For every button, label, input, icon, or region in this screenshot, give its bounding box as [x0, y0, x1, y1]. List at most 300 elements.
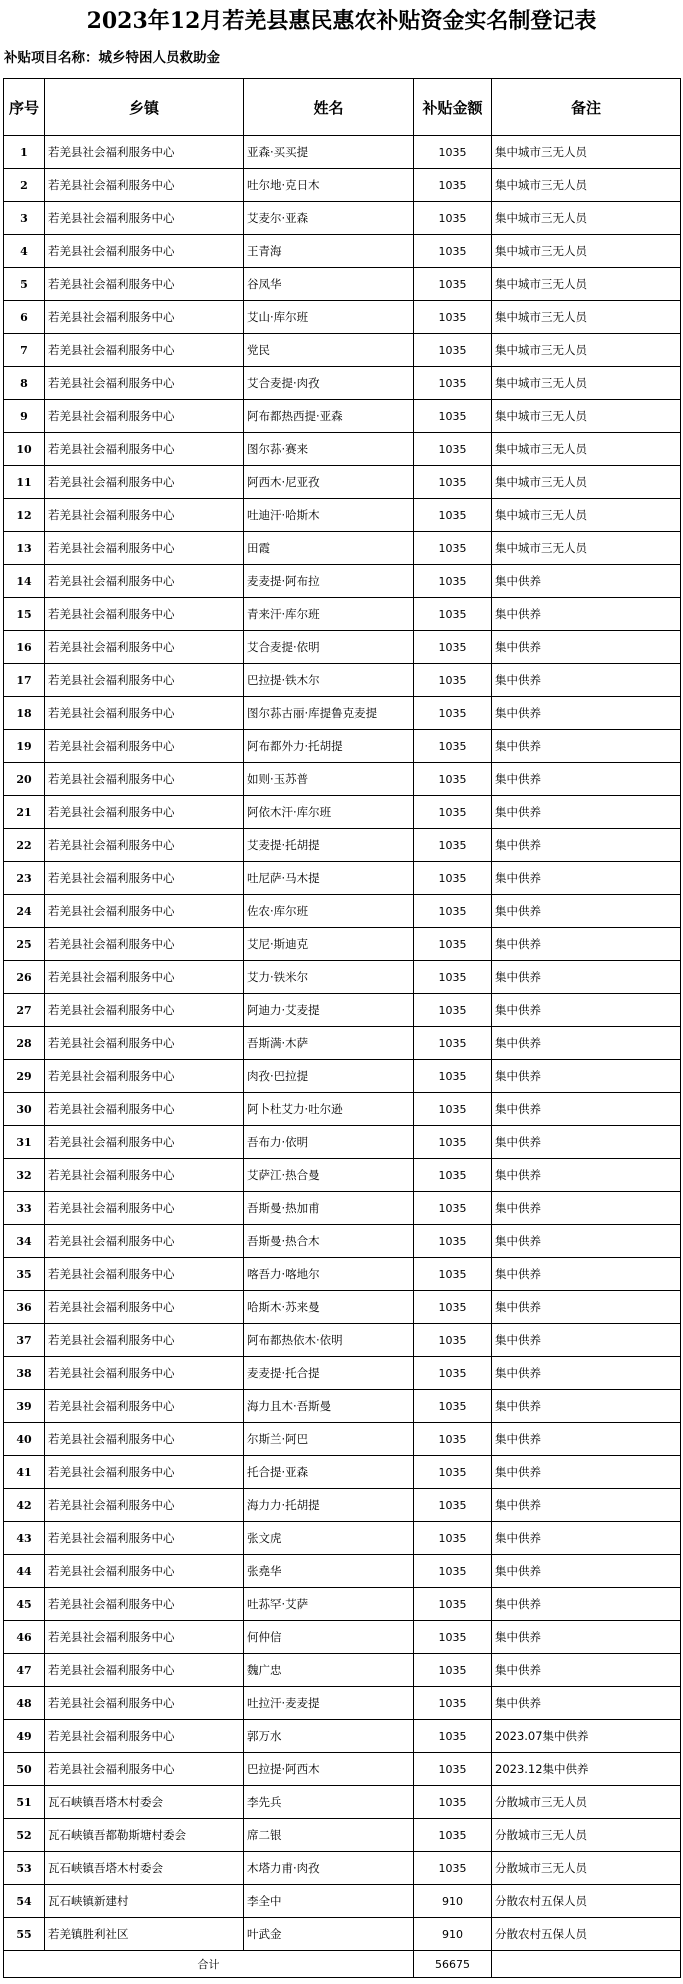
row-note: 集中供养 — [492, 829, 681, 862]
table-row — [4, 400, 681, 433]
table-row — [4, 697, 681, 730]
row-amount: 1035 — [414, 1258, 492, 1291]
row-amount: 1035 — [414, 532, 492, 565]
row-amount: 1035 — [414, 1621, 492, 1654]
row-town: 若羌县社会福利服务中心 — [45, 235, 244, 268]
row-amount: 1035 — [414, 1720, 492, 1753]
row-seq: 47 — [4, 1654, 45, 1687]
row-name: 肉孜·巴拉提 — [244, 1060, 414, 1093]
table-row — [4, 466, 681, 499]
row-town: 若羌县社会福利服务中心 — [45, 730, 244, 763]
total-amount: 56675 — [414, 1951, 492, 1978]
table-row — [4, 301, 681, 334]
row-name: 李全中 — [244, 1885, 414, 1918]
row-town: 若羌县社会福利服务中心 — [45, 301, 244, 334]
row-town: 若羌县社会福利服务中心 — [45, 1423, 244, 1456]
row-amount: 1035 — [414, 1786, 492, 1819]
row-seq: 41 — [4, 1456, 45, 1489]
row-seq: 9 — [4, 400, 45, 433]
row-seq: 42 — [4, 1489, 45, 1522]
table-row — [4, 433, 681, 466]
row-town: 瓦石峡镇吾塔木村委会 — [45, 1786, 244, 1819]
row-seq: 12 — [4, 499, 45, 532]
row-note: 集中供养 — [492, 598, 681, 631]
row-seq: 35 — [4, 1258, 45, 1291]
row-name: 吐迪汗·哈斯木 — [244, 499, 414, 532]
row-seq: 53 — [4, 1852, 45, 1885]
row-amount: 1035 — [414, 334, 492, 367]
row-seq: 8 — [4, 367, 45, 400]
row-note: 集中供养 — [492, 1093, 681, 1126]
row-name: 党民 — [244, 334, 414, 367]
row-seq: 7 — [4, 334, 45, 367]
row-name: 张堯华 — [244, 1555, 414, 1588]
row-name: 哈斯木·苏来曼 — [244, 1291, 414, 1324]
table-row — [4, 598, 681, 631]
row-town: 若羌县社会福利服务中心 — [45, 928, 244, 961]
row-note: 集中供养 — [492, 730, 681, 763]
row-town: 若羌县社会福利服务中心 — [45, 1456, 244, 1489]
row-amount: 1035 — [414, 1753, 492, 1786]
row-note: 集中供养 — [492, 1357, 681, 1390]
row-name: 艾力·铁米尔 — [244, 961, 414, 994]
row-amount: 1035 — [414, 1819, 492, 1852]
row-seq: 10 — [4, 433, 45, 466]
row-seq: 44 — [4, 1555, 45, 1588]
row-amount: 1035 — [414, 433, 492, 466]
total-note — [492, 1951, 681, 1978]
page-title: 2023年12月若羌县惠民惠农补贴资金实名制登记表 — [86, 8, 597, 34]
row-note: 集中城市三无人员 — [492, 433, 681, 466]
row-amount: 1035 — [414, 1654, 492, 1687]
row-seq: 4 — [4, 235, 45, 268]
row-seq: 2 — [4, 169, 45, 202]
row-note: 集中供养 — [492, 763, 681, 796]
row-name: 吐荪罕·艾萨 — [244, 1588, 414, 1621]
row-town: 若羌县社会福利服务中心 — [45, 1060, 244, 1093]
row-amount: 1035 — [414, 1852, 492, 1885]
row-name: 尔斯兰·阿巴 — [244, 1423, 414, 1456]
table-row — [4, 1159, 681, 1192]
row-note: 集中城市三无人员 — [492, 136, 681, 169]
row-town: 若羌县社会福利服务中心 — [45, 565, 244, 598]
table-row — [4, 1324, 681, 1357]
row-name: 吾斯曼·热合木 — [244, 1225, 414, 1258]
row-name: 张文虎 — [244, 1522, 414, 1555]
row-amount: 1035 — [414, 631, 492, 664]
row-seq: 55 — [4, 1918, 45, 1951]
row-note: 集中供养 — [492, 1060, 681, 1093]
row-note: 集中城市三无人员 — [492, 268, 681, 301]
row-note: 集中供养 — [492, 664, 681, 697]
row-note: 集中供养 — [492, 895, 681, 928]
row-town: 若羌县社会福利服务中心 — [45, 763, 244, 796]
row-amount: 1035 — [414, 367, 492, 400]
row-seq: 18 — [4, 697, 45, 730]
table-row — [4, 136, 681, 169]
row-town: 若羌县社会福利服务中心 — [45, 631, 244, 664]
row-town: 若羌县社会福利服务中心 — [45, 334, 244, 367]
table-row — [4, 796, 681, 829]
row-note: 集中城市三无人员 — [492, 235, 681, 268]
table-row — [4, 961, 681, 994]
row-town: 若羌县社会福利服务中心 — [45, 994, 244, 1027]
row-town: 若羌县社会福利服务中心 — [45, 1357, 244, 1390]
row-name: 艾山·库尔班 — [244, 301, 414, 334]
table-row — [4, 1885, 681, 1918]
row-name: 阿布都热依木·依明 — [244, 1324, 414, 1357]
row-seq: 39 — [4, 1390, 45, 1423]
table-row — [4, 928, 681, 961]
row-amount: 1035 — [414, 1423, 492, 1456]
row-name: 海力力·托胡提 — [244, 1489, 414, 1522]
row-note: 集中供养 — [492, 1456, 681, 1489]
row-seq: 27 — [4, 994, 45, 1027]
row-seq: 30 — [4, 1093, 45, 1126]
row-note: 集中城市三无人员 — [492, 400, 681, 433]
row-amount: 1035 — [414, 169, 492, 202]
table-row — [4, 1489, 681, 1522]
row-note: 集中供养 — [492, 1192, 681, 1225]
row-amount: 1035 — [414, 136, 492, 169]
row-seq: 33 — [4, 1192, 45, 1225]
row-amount: 1035 — [414, 1291, 492, 1324]
row-name: 吐尔地·克日木 — [244, 169, 414, 202]
row-seq: 5 — [4, 268, 45, 301]
row-name: 图尔荪·赛来 — [244, 433, 414, 466]
table-row — [4, 565, 681, 598]
row-name: 如则·玉苏普 — [244, 763, 414, 796]
row-seq: 46 — [4, 1621, 45, 1654]
row-seq: 36 — [4, 1291, 45, 1324]
row-name: 亚森·买买提 — [244, 136, 414, 169]
row-town: 若羌县社会福利服务中心 — [45, 1555, 244, 1588]
table-row — [4, 1852, 681, 1885]
row-note: 集中供养 — [492, 1225, 681, 1258]
registration-table — [3, 78, 681, 1978]
table-row — [4, 1588, 681, 1621]
row-note: 集中供养 — [492, 1555, 681, 1588]
row-seq: 3 — [4, 202, 45, 235]
row-amount: 1035 — [414, 1159, 492, 1192]
row-town: 若羌县社会福利服务中心 — [45, 796, 244, 829]
row-amount: 1035 — [414, 1522, 492, 1555]
table-row — [4, 730, 681, 763]
row-town: 若羌县社会福利服务中心 — [45, 1225, 244, 1258]
total-row — [4, 1951, 681, 1978]
table-row — [4, 1687, 681, 1720]
row-town: 若羌县社会福利服务中心 — [45, 598, 244, 631]
row-name: 托合提·亚森 — [244, 1456, 414, 1489]
row-note: 集中供养 — [492, 1621, 681, 1654]
row-note: 集中城市三无人员 — [492, 202, 681, 235]
row-note: 集中供养 — [492, 1126, 681, 1159]
row-note: 分散农村五保人员 — [492, 1918, 681, 1951]
table-row — [4, 202, 681, 235]
row-amount: 1035 — [414, 928, 492, 961]
row-town: 若羌县社会福利服务中心 — [45, 1027, 244, 1060]
row-seq: 1 — [4, 136, 45, 169]
row-town: 若羌县社会福利服务中心 — [45, 136, 244, 169]
row-name: 叶武金 — [244, 1918, 414, 1951]
row-seq: 17 — [4, 664, 45, 697]
row-name: 何仲信 — [244, 1621, 414, 1654]
row-seq: 14 — [4, 565, 45, 598]
row-amount: 1035 — [414, 1357, 492, 1390]
row-amount: 1035 — [414, 895, 492, 928]
row-name: 李先兵 — [244, 1786, 414, 1819]
row-town: 若羌县社会福利服务中心 — [45, 1192, 244, 1225]
table-row — [4, 532, 681, 565]
row-amount: 1035 — [414, 697, 492, 730]
row-seq: 23 — [4, 862, 45, 895]
row-amount: 1035 — [414, 1225, 492, 1258]
table-row — [4, 1456, 681, 1489]
row-amount: 1035 — [414, 268, 492, 301]
row-amount: 1035 — [414, 730, 492, 763]
row-name: 阿迪力·艾麦提 — [244, 994, 414, 1027]
total-label: 合计 — [4, 1951, 414, 1978]
row-note: 集中供养 — [492, 1027, 681, 1060]
table-row — [4, 664, 681, 697]
row-note: 集中供养 — [492, 1390, 681, 1423]
row-note: 集中城市三无人员 — [492, 301, 681, 334]
row-name: 巴拉提·铁木尔 — [244, 664, 414, 697]
row-name: 阿西木·尼亚孜 — [244, 466, 414, 499]
table-row — [4, 169, 681, 202]
row-town: 若羌县社会福利服务中心 — [45, 1390, 244, 1423]
table-row — [4, 631, 681, 664]
row-amount: 1035 — [414, 664, 492, 697]
row-town: 若羌县社会福利服务中心 — [45, 169, 244, 202]
row-amount: 1035 — [414, 1489, 492, 1522]
row-seq: 38 — [4, 1357, 45, 1390]
row-seq: 52 — [4, 1819, 45, 1852]
row-seq: 19 — [4, 730, 45, 763]
row-amount: 1035 — [414, 301, 492, 334]
row-amount: 1035 — [414, 961, 492, 994]
row-note: 集中供养 — [492, 928, 681, 961]
row-amount: 1035 — [414, 829, 492, 862]
table-row — [4, 1225, 681, 1258]
row-note: 集中供养 — [492, 1423, 681, 1456]
table-row — [4, 895, 681, 928]
row-seq: 48 — [4, 1687, 45, 1720]
row-seq: 24 — [4, 895, 45, 928]
row-note: 集中供养 — [492, 631, 681, 664]
row-note: 集中城市三无人员 — [492, 532, 681, 565]
row-note: 2023.07集中供养 — [492, 1720, 681, 1753]
table-row — [4, 763, 681, 796]
row-town: 若羌县社会福利服务中心 — [45, 1093, 244, 1126]
project-name: 补贴项目名称：城乡特困人员救助金 — [4, 50, 220, 66]
row-amount: 1035 — [414, 1555, 492, 1588]
table-row — [4, 1093, 681, 1126]
row-town: 若羌县社会福利服务中心 — [45, 1291, 244, 1324]
row-amount: 1035 — [414, 994, 492, 1027]
row-town: 若羌县社会福利服务中心 — [45, 202, 244, 235]
row-town: 若羌县社会福利服务中心 — [45, 1324, 244, 1357]
row-note: 分散城市三无人员 — [492, 1852, 681, 1885]
row-seq: 26 — [4, 961, 45, 994]
table-row — [4, 1522, 681, 1555]
row-note: 集中城市三无人员 — [492, 334, 681, 367]
row-town: 若羌县社会福利服务中心 — [45, 1258, 244, 1291]
table-row — [4, 1126, 681, 1159]
row-amount: 1035 — [414, 1093, 492, 1126]
row-note: 集中供养 — [492, 994, 681, 1027]
row-seq: 50 — [4, 1753, 45, 1786]
table-row — [4, 334, 681, 367]
row-town: 若羌县社会福利服务中心 — [45, 433, 244, 466]
table-row — [4, 1753, 681, 1786]
row-name: 王青海 — [244, 235, 414, 268]
row-amount: 1035 — [414, 1456, 492, 1489]
row-name: 吾斯满·木萨 — [244, 1027, 414, 1060]
row-seq: 11 — [4, 466, 45, 499]
table-row — [4, 1390, 681, 1423]
row-town: 若羌县社会福利服务中心 — [45, 532, 244, 565]
table-row — [4, 1291, 681, 1324]
row-town: 若羌县社会福利服务中心 — [45, 1687, 244, 1720]
table-row — [4, 367, 681, 400]
row-note: 集中供养 — [492, 1687, 681, 1720]
row-seq: 20 — [4, 763, 45, 796]
row-note: 分散农村五保人员 — [492, 1885, 681, 1918]
row-note: 集中供养 — [492, 1522, 681, 1555]
row-amount: 1035 — [414, 1027, 492, 1060]
row-note: 集中供养 — [492, 565, 681, 598]
header-row — [4, 79, 681, 136]
row-note: 分散城市三无人员 — [492, 1819, 681, 1852]
row-seq: 43 — [4, 1522, 45, 1555]
row-town: 若羌县社会福利服务中心 — [45, 466, 244, 499]
row-amount: 1035 — [414, 1324, 492, 1357]
row-amount: 1035 — [414, 1126, 492, 1159]
table-row — [4, 1423, 681, 1456]
table-row — [4, 1192, 681, 1225]
table-row — [4, 1357, 681, 1390]
row-amount: 1035 — [414, 763, 492, 796]
row-name: 吾布力·依明 — [244, 1126, 414, 1159]
header-note: 备注 — [492, 79, 681, 136]
row-note: 集中供养 — [492, 1489, 681, 1522]
row-amount: 1035 — [414, 565, 492, 598]
row-amount: 1035 — [414, 1588, 492, 1621]
row-town: 若羌县社会福利服务中心 — [45, 1126, 244, 1159]
row-town: 若羌县社会福利服务中心 — [45, 268, 244, 301]
row-amount: 910 — [414, 1918, 492, 1951]
row-seq: 28 — [4, 1027, 45, 1060]
row-amount: 1035 — [414, 466, 492, 499]
row-town: 若羌县社会福利服务中心 — [45, 697, 244, 730]
row-note: 集中供养 — [492, 1159, 681, 1192]
table-row — [4, 1555, 681, 1588]
header-name: 姓名 — [244, 79, 414, 136]
row-town: 若羌县社会福利服务中心 — [45, 862, 244, 895]
row-town: 瓦石峡镇新建村 — [45, 1885, 244, 1918]
row-town: 若羌县社会福利服务中心 — [45, 1654, 244, 1687]
row-name: 喀吾力·喀地尔 — [244, 1258, 414, 1291]
row-name: 青来汗·库尔班 — [244, 598, 414, 631]
row-town: 瓦石峡镇吾塔木村委会 — [45, 1852, 244, 1885]
row-seq: 31 — [4, 1126, 45, 1159]
row-note: 集中供养 — [492, 862, 681, 895]
row-name: 魏广忠 — [244, 1654, 414, 1687]
row-seq: 16 — [4, 631, 45, 664]
row-name: 郭万水 — [244, 1720, 414, 1753]
row-seq: 45 — [4, 1588, 45, 1621]
row-name: 阿卜杜艾力·吐尔逊 — [244, 1093, 414, 1126]
row-town: 瓦石峡镇吾都勒斯塘村委会 — [45, 1819, 244, 1852]
row-seq: 6 — [4, 301, 45, 334]
row-name: 阿布都热西提·亚森 — [244, 400, 414, 433]
row-town: 若羌县社会福利服务中心 — [45, 1588, 244, 1621]
table-row — [4, 829, 681, 862]
row-note: 集中城市三无人员 — [492, 367, 681, 400]
row-name: 吐尼萨·马木提 — [244, 862, 414, 895]
row-name: 艾麦尔·亚森 — [244, 202, 414, 235]
row-amount: 910 — [414, 1885, 492, 1918]
row-amount: 1035 — [414, 1192, 492, 1225]
table-row — [4, 994, 681, 1027]
row-town: 若羌县社会福利服务中心 — [45, 829, 244, 862]
row-note: 集中供养 — [492, 697, 681, 730]
row-note: 分散城市三无人员 — [492, 1786, 681, 1819]
row-amount: 1035 — [414, 1060, 492, 1093]
row-note: 集中供养 — [492, 1324, 681, 1357]
row-town: 若羌县社会福利服务中心 — [45, 400, 244, 433]
table-row — [4, 1819, 681, 1852]
row-town: 若羌县社会福利服务中心 — [45, 499, 244, 532]
row-town: 若羌县社会福利服务中心 — [45, 367, 244, 400]
row-name: 阿依木汗·库尔班 — [244, 796, 414, 829]
table-row — [4, 499, 681, 532]
row-seq: 15 — [4, 598, 45, 631]
header-amount: 补贴金额 — [414, 79, 492, 136]
row-amount: 1035 — [414, 499, 492, 532]
row-seq: 13 — [4, 532, 45, 565]
header-town: 乡镇 — [45, 79, 244, 136]
header-seq: 序号 — [4, 79, 45, 136]
row-amount: 1035 — [414, 400, 492, 433]
row-town: 若羌镇胜利社区 — [45, 1918, 244, 1951]
row-town: 若羌县社会福利服务中心 — [45, 664, 244, 697]
row-amount: 1035 — [414, 796, 492, 829]
row-amount: 1035 — [414, 862, 492, 895]
row-town: 若羌县社会福利服务中心 — [45, 961, 244, 994]
table-row — [4, 862, 681, 895]
table-row — [4, 1654, 681, 1687]
row-note: 2023.12集中供养 — [492, 1753, 681, 1786]
row-seq: 51 — [4, 1786, 45, 1819]
row-amount: 1035 — [414, 1687, 492, 1720]
row-name: 木塔力甫·肉孜 — [244, 1852, 414, 1885]
row-amount: 1035 — [414, 598, 492, 631]
row-name: 阿布都外力·托胡提 — [244, 730, 414, 763]
row-name: 艾麦提·托胡提 — [244, 829, 414, 862]
row-name: 麦麦提·托合提 — [244, 1357, 414, 1390]
row-name: 巴拉提·阿西木 — [244, 1753, 414, 1786]
row-seq: 22 — [4, 829, 45, 862]
row-note: 集中供养 — [492, 1588, 681, 1621]
row-note: 集中供养 — [492, 1654, 681, 1687]
row-town: 若羌县社会福利服务中心 — [45, 1522, 244, 1555]
row-note: 集中供养 — [492, 1258, 681, 1291]
row-town: 若羌县社会福利服务中心 — [45, 1159, 244, 1192]
table-row — [4, 1918, 681, 1951]
row-name: 吾斯曼·热加甫 — [244, 1192, 414, 1225]
